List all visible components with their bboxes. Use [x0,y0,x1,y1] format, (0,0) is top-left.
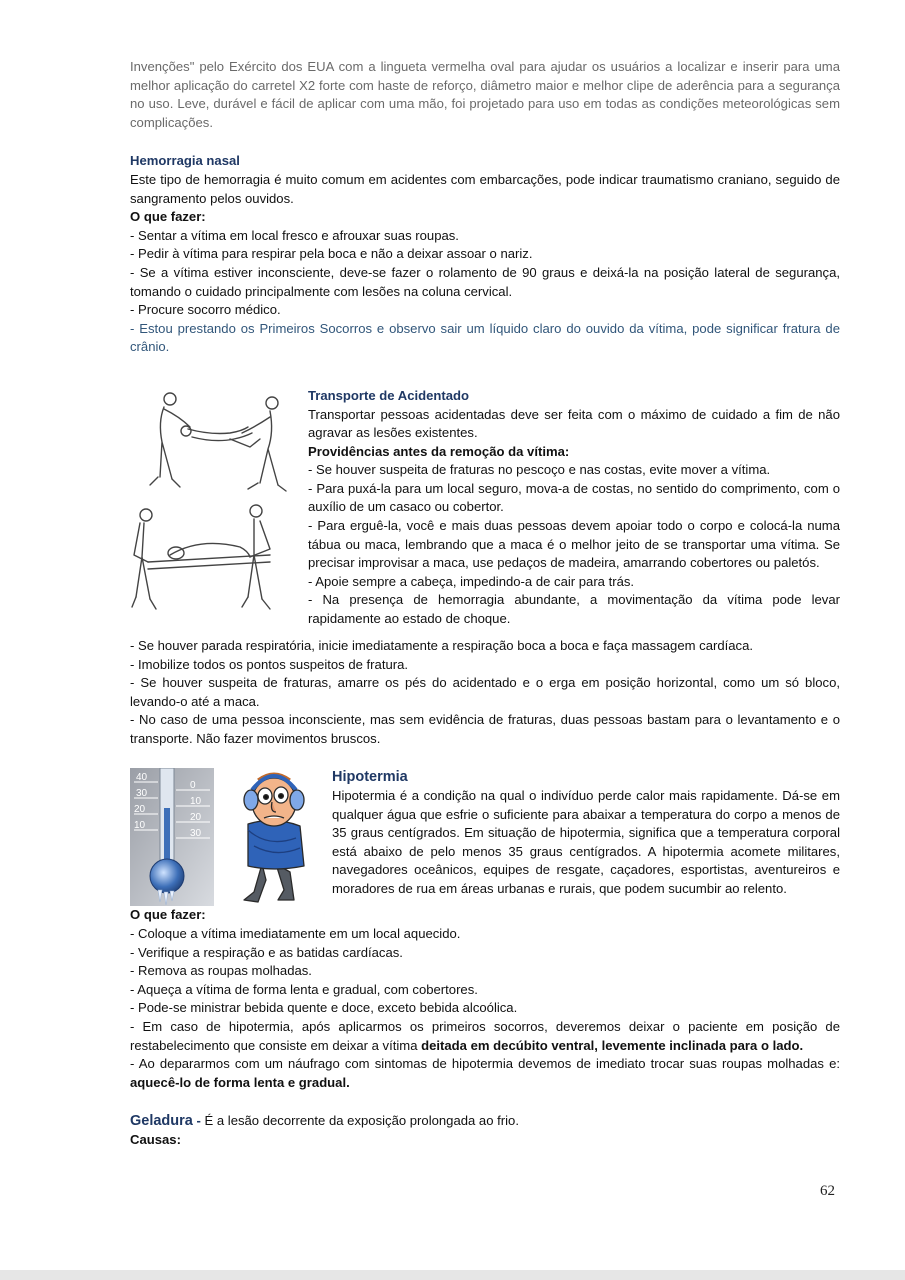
hipotermia-item: - Pode-se ministrar bebida quente e doce, exceto bebida alcoólica. [130,1000,518,1016]
hipotermia-illustration [130,768,332,906]
hipotermia-item: - Aqueça a vítima de forma lenta e gradual, com cobertores. [130,981,478,997]
hipotermia-title: Hipotermia [332,769,408,786]
hipotermia-what-to-do: O que fazer: [130,907,206,923]
geladura-causes: Causas: [130,1132,181,1147]
hemorragia-what-to-do: O que fazer: [130,209,206,225]
transporte-item: - Para erguê-la, você e mais duas pessoas devem apoiar todo o corpo e colocá-la numa tábua ou maca, lembrando que a maca é o melhor jeito de se transportar uma vítima. Se precisar improvisar a maca, use pedaços de madeira, amarrando cobertores ou paletós. [308,518,840,571]
geladura-line [130,1112,840,1131]
transporte-full-item: - Se houver suspeita de fraturas, amarre os pés do acidentado e o erga em posição horizontal, como um só bloco, levando-o até a maca. [130,675,840,709]
hipotermia-item: - Remova as roupas molhadas. [130,963,312,979]
hipotermia-item-recovery-bold: deitada em decúbito ventral, levemente inclinada para o lado. [421,1037,804,1053]
thermometer-label: 40 [136,772,148,784]
transporte-full-item: - No caso de uma pessoa inconsciente, mas sem evidência de fraturas, duas pessoas bastam para o levantamento e o transporte. Não fazer movimentos bruscos. [130,712,840,746]
thermometer-icon [130,768,214,906]
hemorragia-note: - Estou prestando os Primeiros Socorros e observo sair um líquido claro do ouvido da vítima, pode significar fratura de crânio. [130,320,840,355]
transporte-providencias: Providências antes da remoção da vítima: [308,443,570,459]
thermometer-label: 0 [190,780,196,792]
hemorragia-item: - Procure socorro médico. [130,302,281,318]
document-page [130,58,840,1150]
thermometer-label: 10 [190,796,202,808]
transporte-full-item: - Se houver parada respiratória, inicie imediatamente a respiração boca a boca e faça massagem cardíaca. [130,637,754,653]
transporte-item: - Na presença de hemorragia abundante, a movimentação da vítima pode levar rapidamente ao estado de choque. [308,592,840,627]
thermometer-label: 20 [134,804,146,816]
transporte-item: - Se houver suspeita de fraturas no pescoço e nas costas, evite mover a vítima. [308,462,771,478]
transporte-item: - Para puxá-la para um local seguro, mova-a de costas, no sentido do comprimento, com o auxílio de um casaco ou cobertor. [308,480,840,515]
hipotermia-item-naufrago-bold: aquecê-lo de forma lenta e gradual. [130,1074,350,1090]
geladura-dash: - [192,1113,205,1129]
hipotermia-item-naufrago-text: - Ao depararmos com um náufrago com sintomas de hipotermia devemos de imediato trocar suas roupas molhadas e: [130,1056,840,1072]
transporte-section [130,387,840,637]
hemorragia-description: Este tipo de hemorragia é muito comum em acidentes com embarcações, pode indicar traumatismo craniano, seguido de sangramento pelos ouvidos. [130,171,840,206]
hipotermia-description: Hipotermia é a condição na qual o indivíduo perde calor mais rapidamente. Dá-se em qualquer água que esfrie o suficiente para abaixar a temperatura do corpo a menos de 35 graus centígrados. Em situação de hipotermia, significa que a temperatura corporal está abaixo de pelo menos 35 graus centígrados. A hipotermia acomete militares, navegadores oceânicos, equipes de resgate, caçadores, esportistas, aventureiros e moradores de rua em áreas urbanas e rurais, que podem sucumbir ao relento. [332,788,840,897]
hipotermia-item: - Coloque a vítima imediatamente em um local aquecido. [130,926,461,942]
thermometer-label: 10 [134,820,146,832]
thermometer-label: 20 [190,812,202,824]
hemorragia-title: Hemorragia nasal [130,153,240,169]
hipotermia-item-recovery [130,1018,840,1055]
intro-paragraph: Invenções" pelo Exército dos EUA com a lingueta vermelha oval para ajudar os usuários a localizar e inserir para uma melhor aplicação do carretel X2 forte com haste de reforço, diâmetro maior e melhor clipe de aderência para a segurança no uso. Leve, durável e fácil de aplicar com uma mão, foi projetado para uso em todas as condições meteorológicas sem complicações. [130,59,840,130]
geladura-description: É a lesão decorrente da exposição prolongada ao frio. [204,1113,519,1129]
transporte-full-item: - Imobilize todos os pontos suspeitos de fratura. [130,656,409,672]
cold-man-icon [218,768,330,906]
page-number: 62 [820,1183,835,1199]
hemorragia-item: - Se a vítima estiver inconsciente, deve-se fazer o rolamento de 90 graus e deixá-la na posição lateral de segurança, tomando o cuidado principalmente com lesões na coluna cervical. [130,264,840,299]
transporte-item: - Apoie sempre a cabeça, impedindo-a de cair para trás. [308,573,635,589]
hemorragia-item: - Sentar a vítima em local fresco e afrouxar suas roupas. [130,227,459,243]
hipotermia-item-naufrago [130,1055,840,1092]
transporte-description: Transportar pessoas acidentadas deve ser feita com o máximo de cuidado a fim de não agravar as lesões existentes. [308,406,840,441]
geladura-title: Geladura [130,1113,193,1130]
hemorragia-item: - Pedir à vítima para respirar pela boca e não a deixar assoar o nariz. [130,246,533,262]
transport-figures-icon [130,387,300,637]
hipotermia-section [130,768,840,906]
transport-illustration [130,387,308,637]
thermometer-label: 30 [190,828,202,840]
thermometer-label: 30 [136,788,148,800]
hipotermia-item: - Verifique a respiração e as batidas cardíacas. [130,944,403,960]
hipotermia-item-recovery-text: - Em caso de hipotermia, após aplicarmos os primeiros socorros, deveremos deixar o paciente em posição de restabelecimento que consiste em deixar a vítima [130,1019,840,1053]
bottom-bar [0,1270,905,1280]
transporte-title: Transporte de Acidentado [308,387,470,403]
